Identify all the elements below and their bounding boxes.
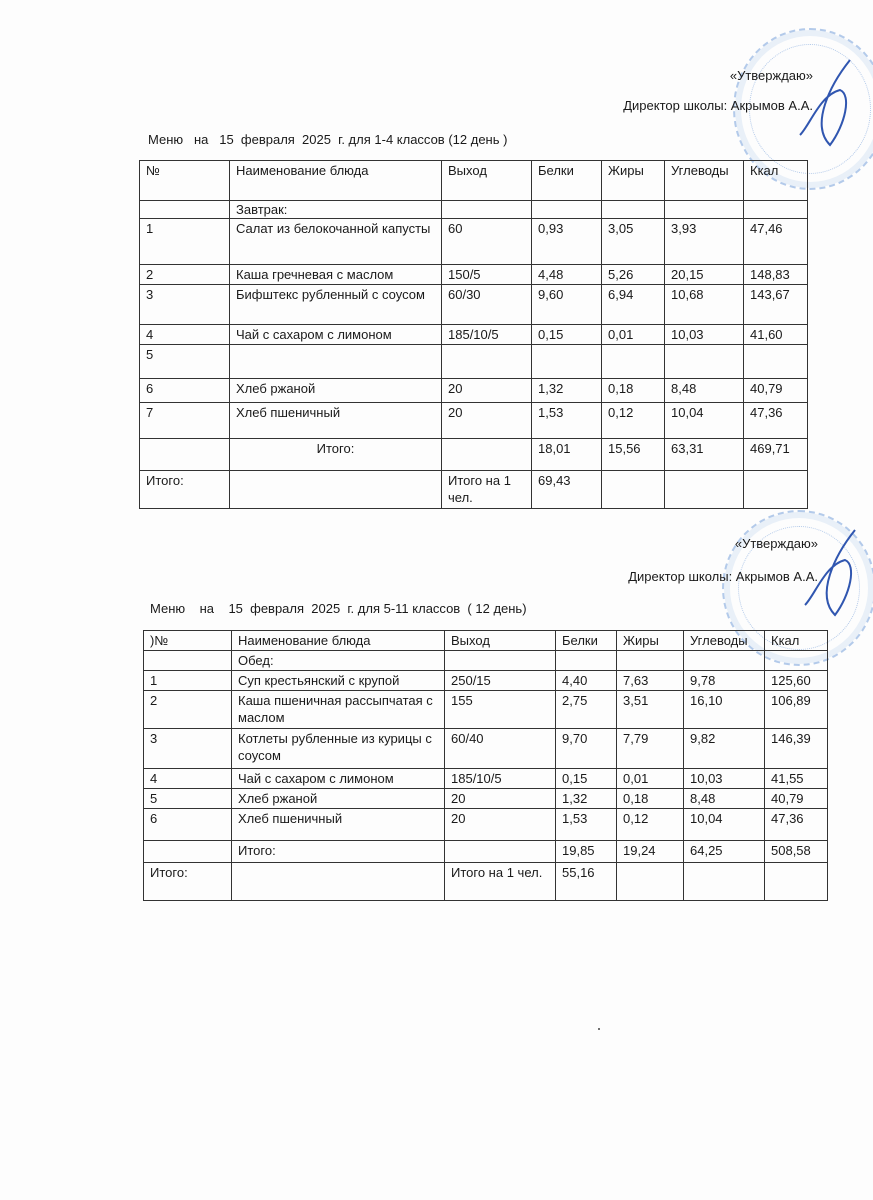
portion <box>442 345 532 379</box>
subtotal-carbs: 64,25 <box>684 841 765 863</box>
portion: 150/5 <box>442 265 532 285</box>
director-name: Директор школы: Акрымов А.А. <box>623 98 813 113</box>
header-cell: Углеводы <box>684 631 765 651</box>
table-row <box>140 379 808 403</box>
dish-name: Бифштекс рубленный с соусом <box>230 285 442 325</box>
dish-name: Суп крестьянский с крупой <box>232 671 445 691</box>
dish-name: Чай с сахаром с лимоном <box>230 325 442 345</box>
kcal: 47,36 <box>765 809 828 841</box>
protein: 0,15 <box>532 325 602 345</box>
row-number: 6 <box>144 809 232 841</box>
row-number: 7 <box>140 403 230 439</box>
scan-speck <box>598 1028 600 1030</box>
section-row <box>140 201 808 219</box>
menu-title: Меню на 15 февраля 2025 г. для 1-4 классов (12 день ) <box>148 132 508 147</box>
fat <box>602 345 665 379</box>
protein: 2,75 <box>556 691 617 729</box>
subtotal-fat: 19,24 <box>617 841 684 863</box>
table-row <box>144 691 828 729</box>
portion: 20 <box>445 789 556 809</box>
carbs: 8,48 <box>665 379 744 403</box>
row-number: 4 <box>144 769 232 789</box>
subtotal-fat: 15,56 <box>602 439 665 471</box>
row-number: 4 <box>140 325 230 345</box>
header-cell: Выход <box>442 161 532 201</box>
subtotal-row <box>144 841 828 863</box>
protein: 0,15 <box>556 769 617 789</box>
director-name: Директор школы: Акрымов А.А. <box>628 569 818 584</box>
row-number: 5 <box>140 345 230 379</box>
kcal <box>744 345 808 379</box>
header-cell: Белки <box>532 161 602 201</box>
menu-title: Меню на 15 февраля 2025 г. для 5-11 классов ( 12 день) <box>150 601 527 616</box>
protein: 0,93 <box>532 219 602 265</box>
dish-name: Котлеты рубленные из курицы с соусом <box>232 729 445 769</box>
carbs: 10,04 <box>684 809 765 841</box>
dish-name: Салат из белокочанной капусты <box>230 219 442 265</box>
header-cell: Ккал <box>765 631 828 651</box>
section-label: Обед: <box>232 651 445 671</box>
table-row <box>140 403 808 439</box>
portion: 185/10/5 <box>445 769 556 789</box>
kcal: 41,55 <box>765 769 828 789</box>
fat: 0,18 <box>602 379 665 403</box>
kcal: 148,83 <box>744 265 808 285</box>
dish-name: Хлеб ржаной <box>232 789 445 809</box>
portion: 250/15 <box>445 671 556 691</box>
table-row <box>144 671 828 691</box>
header-cell: Жиры <box>617 631 684 651</box>
kcal: 106,89 <box>765 691 828 729</box>
per-person-value: 55,16 <box>556 863 617 901</box>
dish-name: Хлеб ржаной <box>230 379 442 403</box>
table-row <box>140 345 808 379</box>
subtotal-kcal: 508,58 <box>765 841 828 863</box>
carbs: 20,15 <box>665 265 744 285</box>
table-row <box>140 285 808 325</box>
fat: 0,01 <box>602 325 665 345</box>
protein: 1,53 <box>556 809 617 841</box>
carbs <box>665 345 744 379</box>
kcal: 47,36 <box>744 403 808 439</box>
approval-label: «Утверждаю» <box>729 68 813 83</box>
total-label: Итого: <box>140 471 230 509</box>
section-row <box>144 651 828 671</box>
kcal: 125,60 <box>765 671 828 691</box>
header-cell: Ккал <box>744 161 808 201</box>
table-row <box>140 325 808 345</box>
fat: 7,79 <box>617 729 684 769</box>
carbs: 10,03 <box>684 769 765 789</box>
row-number: 3 <box>140 285 230 325</box>
table-row <box>140 219 808 265</box>
row-number: 3 <box>144 729 232 769</box>
fat: 3,05 <box>602 219 665 265</box>
kcal: 41,60 <box>744 325 808 345</box>
protein: 9,70 <box>556 729 617 769</box>
protein: 4,40 <box>556 671 617 691</box>
dish-name: Чай с сахаром с лимоном <box>232 769 445 789</box>
table-header <box>144 631 828 651</box>
total-row <box>140 471 808 509</box>
row-number: 6 <box>140 379 230 403</box>
header-cell: Углеводы <box>665 161 744 201</box>
subtotal-protein: 18,01 <box>532 439 602 471</box>
dish-name: Хлеб пшеничный <box>230 403 442 439</box>
per-person-label: Итого на 1 чел. <box>442 471 532 509</box>
table-row <box>144 769 828 789</box>
menu-table-5-11 <box>143 630 828 901</box>
carbs: 9,78 <box>684 671 765 691</box>
row-number: 1 <box>140 219 230 265</box>
total-label: Итого: <box>144 863 232 901</box>
portion: 20 <box>442 403 532 439</box>
header-cell: Белки <box>556 631 617 651</box>
carbs: 9,82 <box>684 729 765 769</box>
kcal: 146,39 <box>765 729 828 769</box>
fat: 0,12 <box>617 809 684 841</box>
header-cell: № <box>140 161 230 201</box>
portion: 20 <box>442 379 532 403</box>
kcal: 143,67 <box>744 285 808 325</box>
subtotal-label: Итого: <box>230 439 442 471</box>
protein: 4,48 <box>532 265 602 285</box>
table-row <box>144 729 828 769</box>
protein: 9,60 <box>532 285 602 325</box>
kcal: 47,46 <box>744 219 808 265</box>
protein: 1,32 <box>556 789 617 809</box>
portion: 60 <box>442 219 532 265</box>
protein <box>532 345 602 379</box>
portion: 155 <box>445 691 556 729</box>
fat: 6,94 <box>602 285 665 325</box>
subtotal-label: Итого: <box>232 841 445 863</box>
kcal: 40,79 <box>744 379 808 403</box>
section-label: Завтрак: <box>230 201 442 219</box>
subtotal-row <box>140 439 808 471</box>
row-number: 2 <box>140 265 230 285</box>
fat: 5,26 <box>602 265 665 285</box>
fat: 7,63 <box>617 671 684 691</box>
row-number: 5 <box>144 789 232 809</box>
dish-name <box>230 345 442 379</box>
table-row <box>144 789 828 809</box>
carbs: 10,68 <box>665 285 744 325</box>
row-number: 2 <box>144 691 232 729</box>
protein: 1,32 <box>532 379 602 403</box>
portion: 20 <box>445 809 556 841</box>
carbs: 16,10 <box>684 691 765 729</box>
portion: 185/10/5 <box>442 325 532 345</box>
menu-table-1-4 <box>139 160 808 509</box>
carbs: 10,03 <box>665 325 744 345</box>
header-cell: Наименование блюда <box>230 161 442 201</box>
fat: 0,01 <box>617 769 684 789</box>
table-row <box>144 809 828 841</box>
approval-label: «Утверждаю» <box>734 536 818 551</box>
header-cell: Выход <box>445 631 556 651</box>
kcal: 40,79 <box>765 789 828 809</box>
dish-name: Хлеб пшеничный <box>232 809 445 841</box>
fat: 0,12 <box>602 403 665 439</box>
dish-name: Каша гречневая с маслом <box>230 265 442 285</box>
subtotal-kcal: 469,71 <box>744 439 808 471</box>
protein: 1,53 <box>532 403 602 439</box>
carbs: 10,04 <box>665 403 744 439</box>
header-cell: Наименование блюда <box>232 631 445 651</box>
header-cell: Жиры <box>602 161 665 201</box>
carbs: 3,93 <box>665 219 744 265</box>
table-row <box>140 265 808 285</box>
fat: 3,51 <box>617 691 684 729</box>
table-header <box>140 161 808 201</box>
subtotal-carbs: 63,31 <box>665 439 744 471</box>
per-person-value: 69,43 <box>532 471 602 509</box>
header-cell: )№ <box>144 631 232 651</box>
subtotal-protein: 19,85 <box>556 841 617 863</box>
per-person-label: Итого на 1 чел. <box>445 863 556 901</box>
row-number: 1 <box>144 671 232 691</box>
portion: 60/40 <box>445 729 556 769</box>
dish-name: Каша пшеничная рассыпчатая с маслом <box>232 691 445 729</box>
carbs: 8,48 <box>684 789 765 809</box>
total-row <box>144 863 828 901</box>
portion: 60/30 <box>442 285 532 325</box>
fat: 0,18 <box>617 789 684 809</box>
